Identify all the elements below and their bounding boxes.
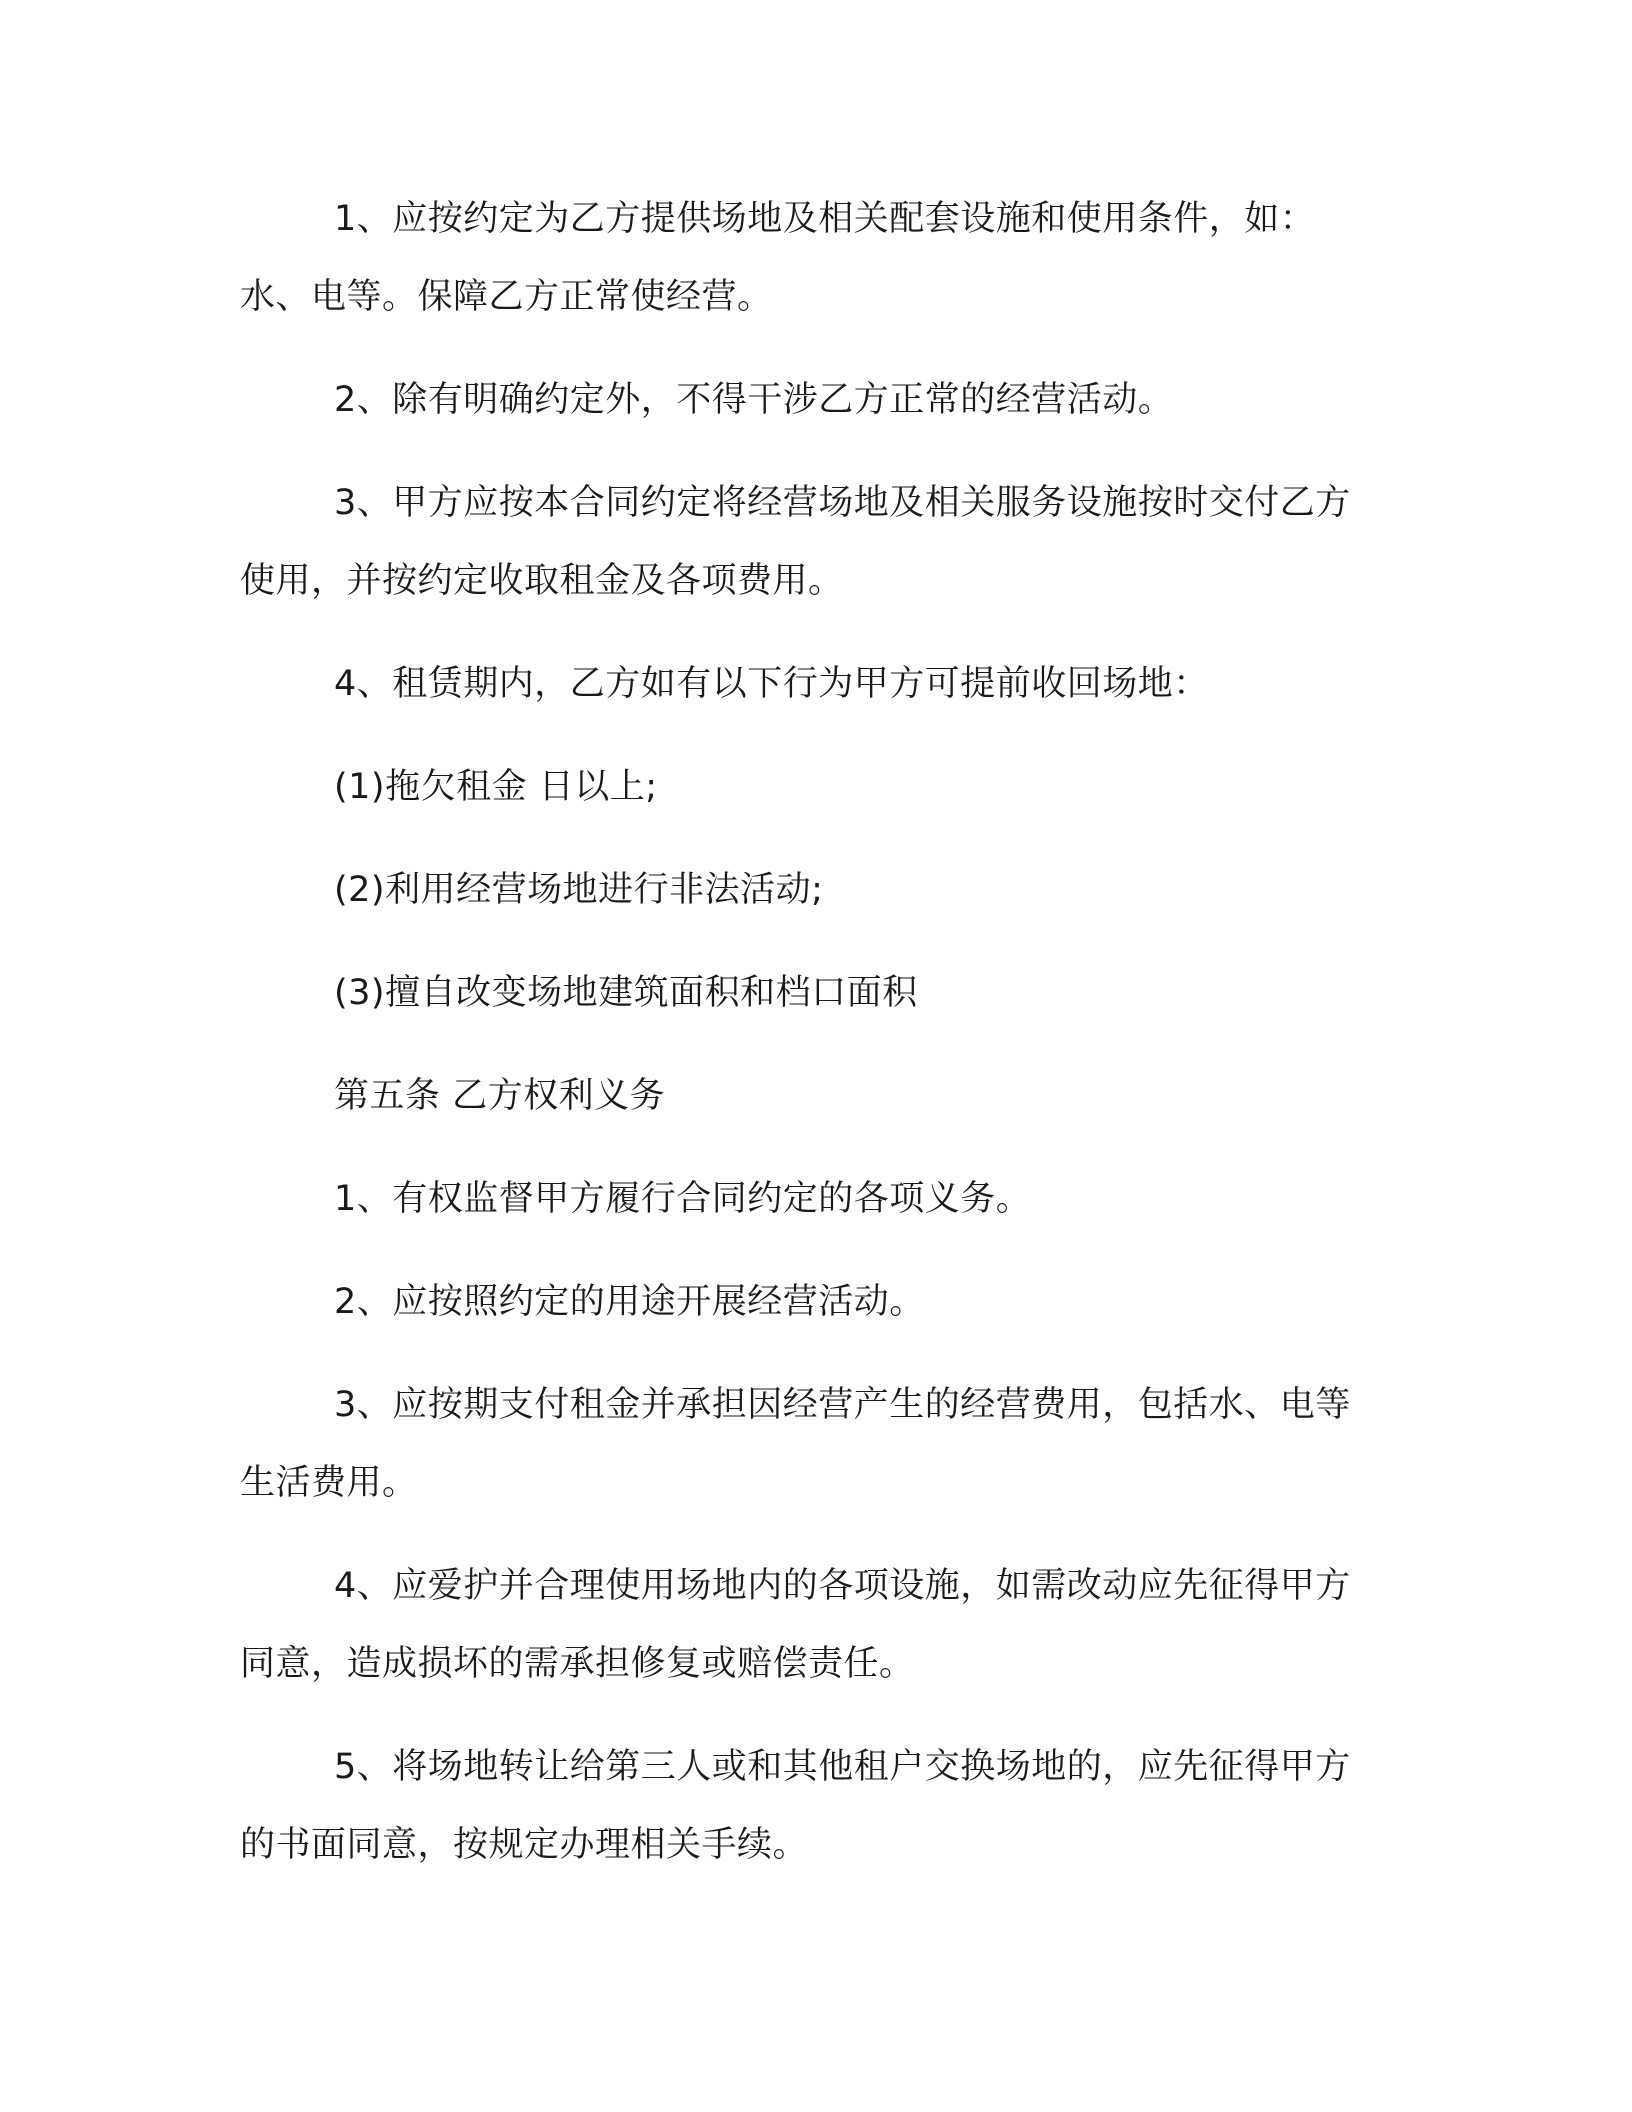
paragraph-6: (2)利用经营场地进行非法活动; — [334, 870, 824, 910]
paragraph-11: 3、应按期支付租金并承担因经营产生的经营费用，包括水、电等生活费用。 — [240, 1385, 1351, 1503]
paragraph-5: (1)拖欠租金 日以上; — [334, 767, 658, 807]
paragraph-3: 3、甲方应按本合同约定将经营场地及相关服务设施按时交付乙方使用，并按约定收取租金及各项费用。 — [240, 483, 1351, 601]
paragraph-2: 2、除有明确约定外，不得干涉乙方正常的经营活动。 — [334, 380, 1174, 420]
paragraph-7: (3)擅自改变场地建筑面积和档口面积 — [334, 973, 918, 1013]
paragraph-10: 2、应按照约定的用途开展经营活动。 — [334, 1282, 925, 1322]
paragraph-1: 1、应按约定为乙方提供场地及相关配套设施和使用条件，如：水、电等。保障乙方正常使经营。 — [240, 199, 1316, 317]
section-heading: 第五条 乙方权利义务 — [334, 1076, 666, 1116]
paragraph-4: 4、租赁期内，乙方如有以下行为甲方可提前收回场地： — [334, 664, 1209, 704]
paragraph-9: 1、有权监督甲方履行合同约定的各项义务。 — [334, 1179, 1032, 1219]
paragraph-13: 5、将场地转让给第三人或和其他租户交换场地的，应先征得甲方的书面同意，按规定办理相关手续。 — [240, 1747, 1351, 1865]
paragraph-12: 4、应爱护并合理使用场地内的各项设施，如需改动应先征得甲方同意，造成损坏的需承担修复或赔偿责任。 — [240, 1566, 1351, 1684]
